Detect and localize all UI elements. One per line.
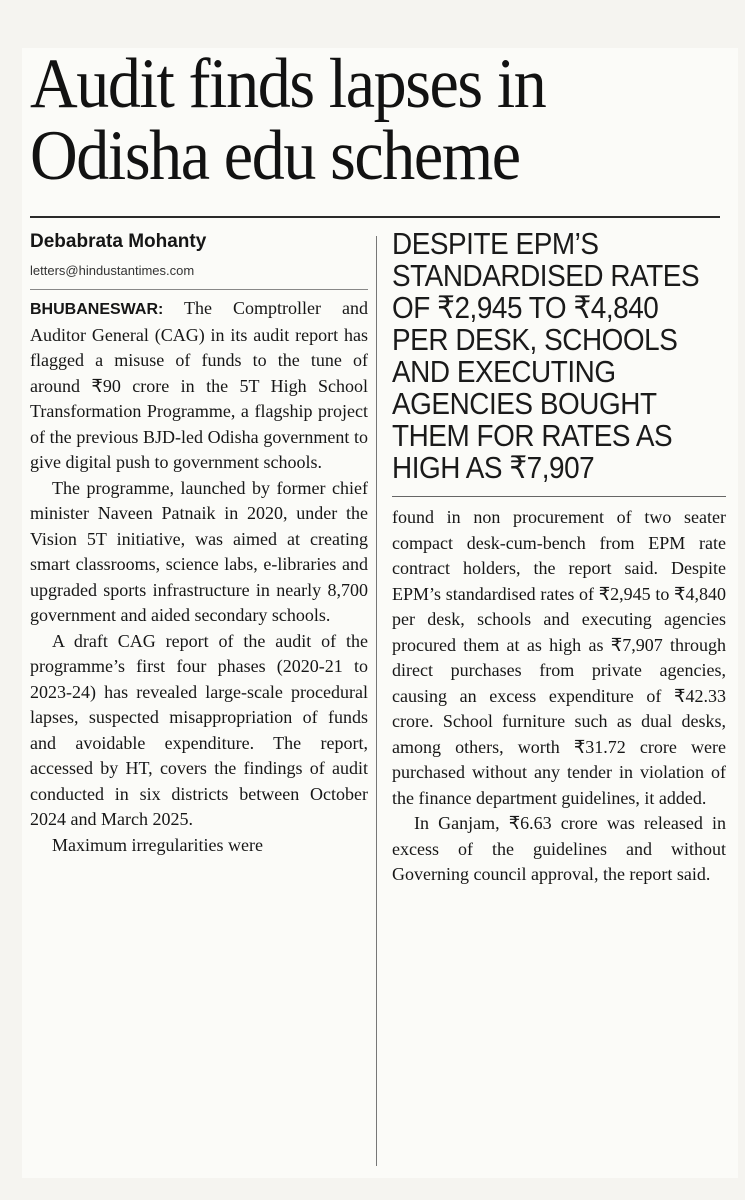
dateline: BHUBANESWAR:	[30, 301, 164, 318]
paragraph-2: The programme, launched by former chief minister Naveen Patnaik in 2020, under the Vision 5T initiative, was aimed at creating smart classrooms, science labs, e-libraries and upgraded sports infrastructure in nearly 8,700 government and aided secondary schools.	[30, 477, 368, 625]
left-body	[30, 296, 368, 858]
column-divider	[376, 236, 377, 1166]
paragraph-6: In Ganjam, ₹6.63 crore was released in excess of the guidelines and without Governing council approval, the report said.	[392, 813, 726, 884]
pull-quote-rule	[392, 496, 726, 497]
right-column	[392, 228, 726, 888]
byline: Debabrata Mohanty	[30, 231, 207, 252]
headline	[30, 45, 681, 195]
left-column	[30, 228, 368, 858]
headline-line-1: Audit finds lapses in	[30, 45, 546, 123]
pull-quote: DESPITE EPM’S STANDARDISED RATES OF ₹2,945 TO ₹4,840 PER DESK, SCHOOLS AND EXECUTING AGENCIES BOUGHT THEM FOR RATES AS HIGH AS ₹7,907	[392, 226, 700, 485]
paragraph-5: found in non procurement of two seater compact desk-cum-bench from EPM rate contract holders, the report said. Despite EPM’s standardised rates of ₹2,945 to ₹4,840 per desk, schools and executing agencies procured them at as high as ₹7,907 through direct purchases from private agencies, causing an excess expenditure of ₹42.33 crore. School furniture such as dual desks, among others, worth ₹31.72 crore were purchased without any tender in violation of the finance department guidelines, it added.	[392, 507, 726, 808]
author-email: letters@hindustantimes.com	[30, 263, 195, 278]
byline-separator	[30, 289, 368, 290]
right-body	[392, 505, 726, 888]
headline-line-2: Odisha edu scheme	[30, 117, 520, 195]
headline-rule	[30, 216, 720, 218]
paragraph-3: A draft CAG report of the audit of the programme’s first four phases (2020-21 to 2023-24) has revealed large-scale procedural lapses, suspected misappropriation of funds and avoidable expenditure. The report, accessed by HT, covers the findings of audit conducted in six districts between October 2024 and March 2025.	[30, 630, 368, 829]
paragraph-1-text: The Comptroller and Auditor General (CAG) in its audit report has flagged a misuse of funds to the tune of around ₹90 crore in the 5T High School Transformation Programme, a flagship project of the previous BJD-led Odisha government to give digital push to government schools.	[30, 298, 368, 472]
paragraph-4: Maximum irregularities were	[52, 834, 263, 855]
paragraph-1	[30, 296, 368, 476]
